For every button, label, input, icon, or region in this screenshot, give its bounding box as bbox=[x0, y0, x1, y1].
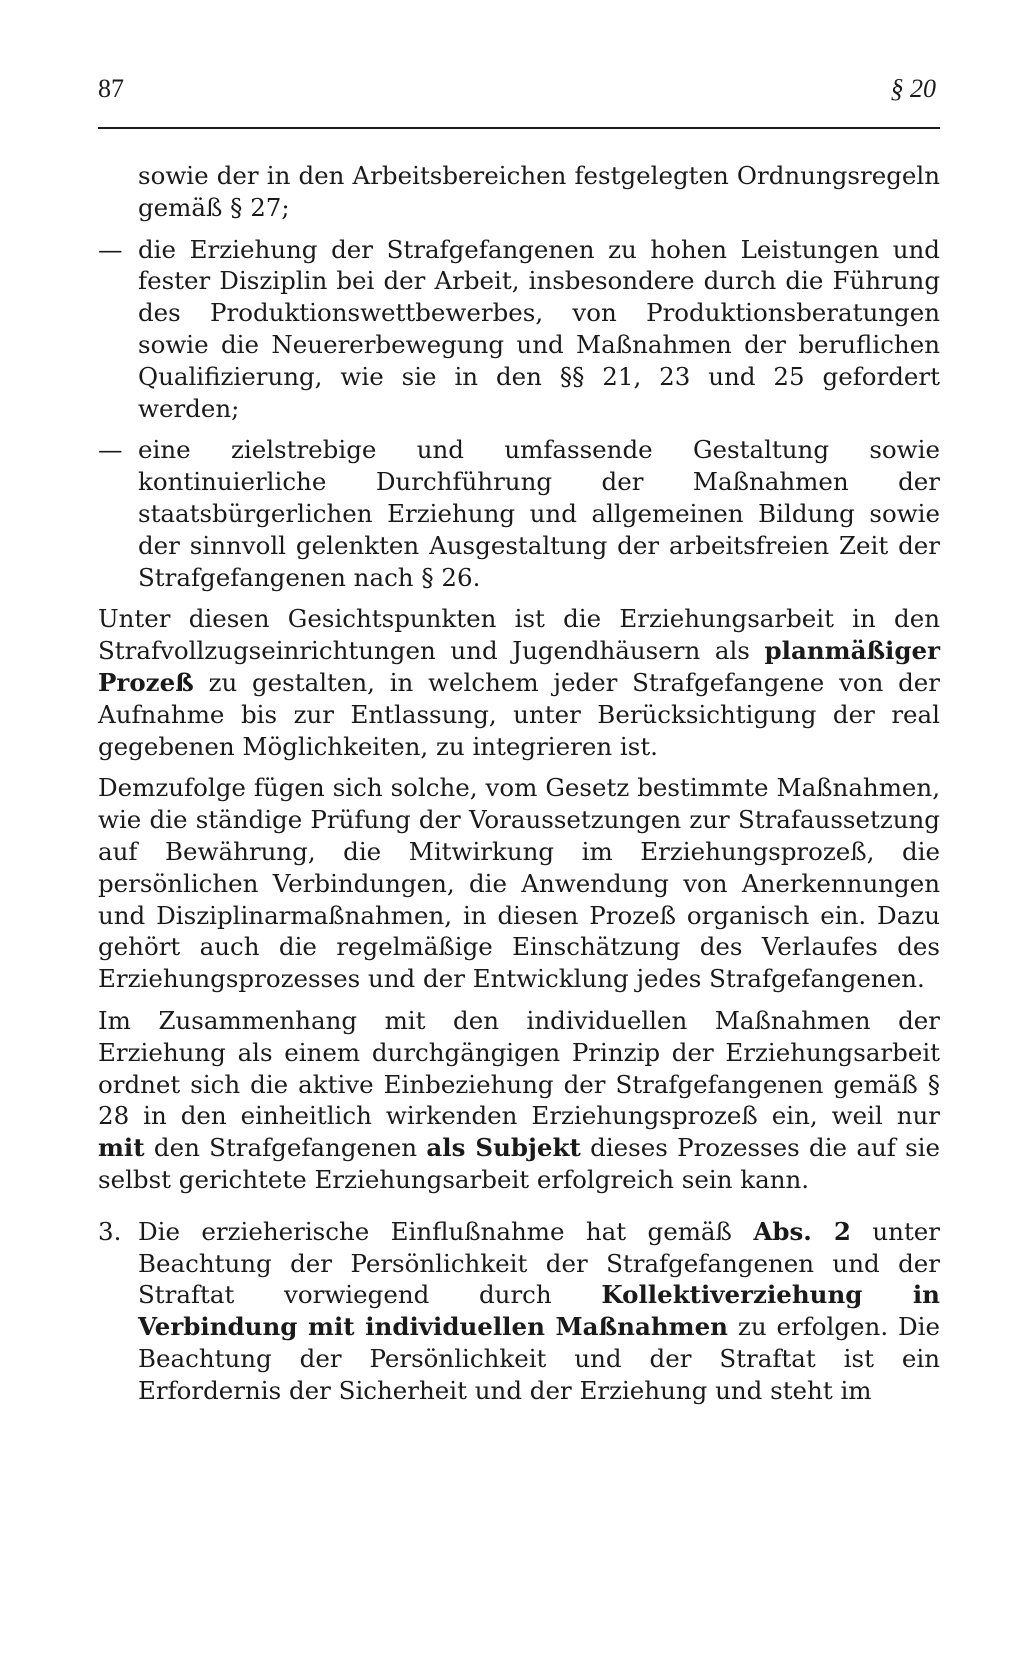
paragraph-text: zu erfolgen. Die Beachtung der Persönlichkeit und der Straftat ist ein Erfordernis der Sicherheit und der Erziehung und steht im bbox=[138, 1312, 941, 1405]
dash-item-text: eine zielstrebige und umfassende Gestaltung sowie kontinuierliche Durchführung der Maßnahmen der staatsbürgerlichen Erziehung und allgemeinen Bildung sowie der sinnvoll gelenkten Ausgestaltung der arbeitsfreien Zeit der Strafgefangenen nach § 26. bbox=[138, 435, 940, 592]
bold-term: Kollektiverziehung in Verbindung mit individuellen Maßnahmen bbox=[138, 1280, 940, 1342]
paragraph-text: Unter diesen Gesichtspunkten ist die Erziehungsarbeit in den Strafvollzugseinrichtungen und Jugendhäusern als bbox=[98, 604, 940, 666]
dash-list-item bbox=[98, 434, 940, 593]
paragraph-text: Die erzieherische Einflußnahme hat gemäß bbox=[138, 1216, 732, 1246]
paragraph-demzufolge: Demzufolge fügen sich solche, vom Gesetz bestimmte Maßnahmen, wie die ständige Prüfung der Voraussetzungen zur Strafaussetzung auf Bewährung, die Mitwirkung im Erziehungsprozeß, die persönlichen Verbindungen, die Anwendung von Anerkennungen und Disziplinarmaßnahmen, in diesen Prozeß organisch ein. Dazu gehört auch die regelmäßige Einschätzung des Verlaufes des Erziehungsprozesses und der Entwicklung jedes Strafgefangenen. bbox=[98, 773, 940, 994]
dash-item-text: die Erziehung der Strafgefangenen zu hohen Leistungen und fester Disziplin bei der Arbeit, insbesondere durch die Führung des Produktionswettbewerbes, von Produktionsberatungen sowie die Neuererbewegung und Maßnahmen der beruflichen Qualifizierung, wie sie in den §§ 21, 23 und 25 gefordert werden; bbox=[138, 234, 940, 423]
continuation-paragraph: sowie der in den Arbeitsbereichen festgelegten Ordnungsregeln gemäß § 27; bbox=[138, 161, 940, 222]
paragraph-text: zu gestalten, in welchem jeder Strafgefangene von der Aufnahme bis zur Entlassung, unter Berücksichtigung der real gegebenen Möglichkeiten, zu integrieren ist. bbox=[98, 667, 940, 761]
paragraph-text: Im Zusammenhang mit den individuellen Maßnahmen der Erziehung als einem durchgängigen Prinzip der Erziehungsarbeit ordnet sich die aktive Einbeziehung der Strafgefangenen gemäß § 28 in den einheitlich wirkenden Erziehungsprozeß ein, weil nur bbox=[98, 1005, 940, 1131]
section-reference: § 20 bbox=[890, 74, 936, 103]
header-divider bbox=[98, 127, 940, 129]
dash-list-item bbox=[98, 234, 940, 425]
body-text bbox=[98, 160, 940, 1406]
paragraph-zusammenhang bbox=[98, 1005, 940, 1196]
bold-term: mit bbox=[98, 1133, 145, 1163]
paragraph-text: unter Beachtung der Persönlichkeit der Strafgefangenen und der Straftat vorwiegend durch bbox=[138, 1216, 941, 1310]
page-number: 87 bbox=[98, 74, 124, 103]
page-header bbox=[98, 74, 940, 114]
paragraph-text: den Strafgefangenen bbox=[153, 1133, 418, 1163]
dash-marker: — bbox=[98, 234, 123, 264]
paragraph-planmaessiger-prozess bbox=[98, 603, 940, 762]
bold-term: als Subjekt bbox=[426, 1133, 581, 1163]
paragraph-text: dieses Prozesses die auf sie selbst gerichtete Erziehungsarbeit erfolgreich sein kann. bbox=[98, 1133, 941, 1194]
bold-term: planmäßiger Prozeß bbox=[98, 636, 940, 697]
item-number: 3. bbox=[98, 1216, 122, 1246]
dash-marker: — bbox=[98, 435, 123, 465]
bold-term: Abs. 2 bbox=[753, 1216, 851, 1246]
numbered-item-3 bbox=[98, 1216, 940, 1407]
